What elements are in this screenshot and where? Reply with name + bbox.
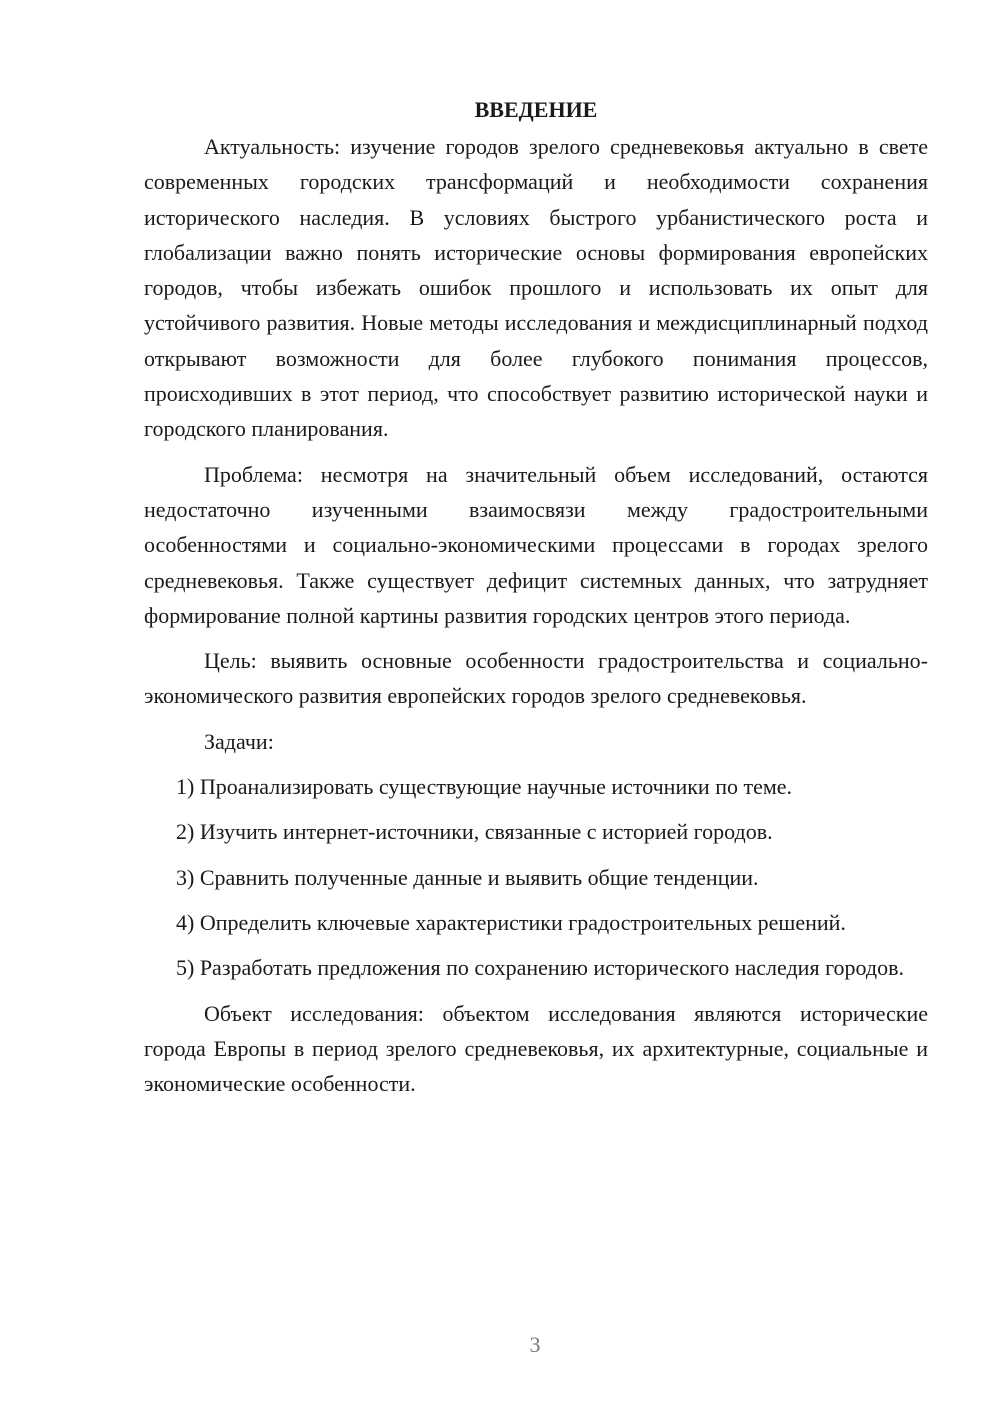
- task-item-5: 5) Разработать предложения по сохранению исторического наследия городов.: [176, 955, 904, 981]
- task-item-1: 1) Проанализировать существующие научные источники по теме.: [176, 774, 793, 800]
- task-item-2: 2) Изучить интернет-источники, связанные с историей городов.: [176, 819, 773, 845]
- paragraph-object: Объект исследования: объектом исследования являются исторические города Европы в период зрелого средневековья, их архитектурные, социальные и экономические особенности.: [144, 1000, 928, 1097]
- page-number: 3: [529, 1332, 541, 1357]
- page-title: ВВЕДЕНИЕ: [474, 97, 598, 122]
- document-page: [144, 92, 928, 1101]
- tasks-label: Задачи:: [204, 728, 274, 754]
- task-item-4: 4) Определить ключевые характеристики градостроительных решений.: [176, 909, 846, 935]
- paragraph-problem: Проблема: несмотря на значительный объем исследований, остаются недостаточно изученными взаимосвязи между градостроительными особенностями и социально-экономическими процессами в городах зрелого средневековья. Также существует дефицит системных данных, что затрудняет формирование полной картины развития городских центров этого периода.: [144, 461, 928, 628]
- paragraph-goal: Цель: выявить основные особенности градостроительства и социально-экономического развития европейских городов зрелого средневековья.: [144, 648, 928, 709]
- task-item-3: 3) Сравнить полученные данные и выявить общие тенденции.: [176, 864, 759, 890]
- paragraph-actuality: Актуальность: изучение городов зрелого средневековья актуально в свете современных городских трансформаций и необходимости сохранения исторического наследия. В условиях быстрого урбанистического роста и глобализации важно понять исторические основы формирования европейских городов, чтобы избежать ошибок прошлого и использовать их опыт для устойчивого развития. Новые методы исследования и междисциплинарный подход открывают возможности для более глубокого понимания процессов, происходивших в этот период, что способствует развитию исторической науки и городского планирования.: [144, 134, 928, 442]
